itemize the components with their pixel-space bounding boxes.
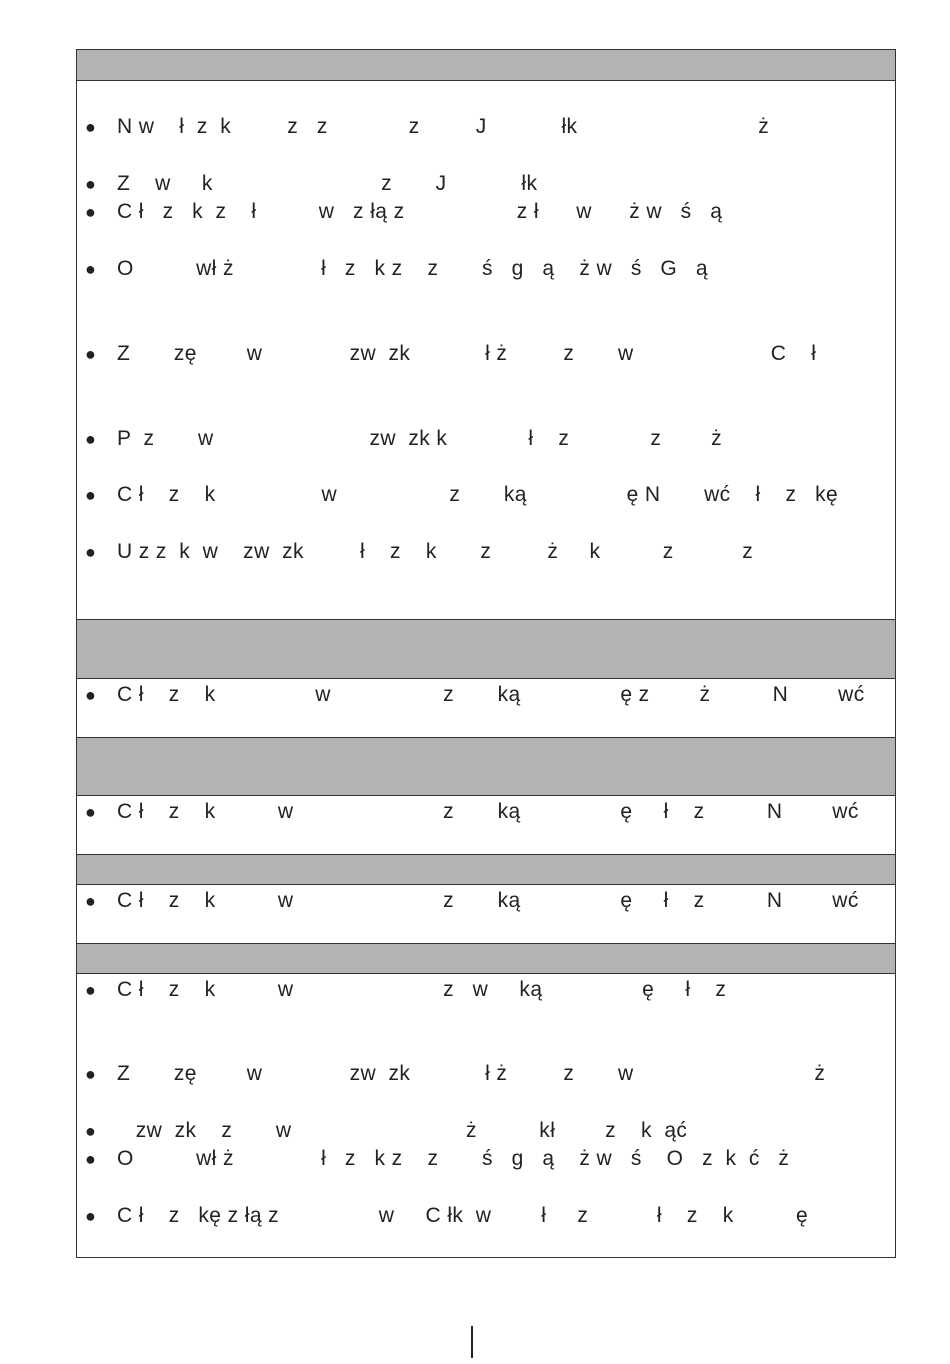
list-item: ● Z zę w zw zk ł ż z w C ł xyxy=(85,342,817,365)
list-item: ● Z zę w zw zk ł ż z w ż xyxy=(85,1062,826,1085)
list-item: ● U z z k w zw zk ł z k z ż k z z xyxy=(85,540,754,563)
bullet-icon: ● xyxy=(85,117,96,137)
section-header-4 xyxy=(77,855,895,885)
list-item: ● C ł z kę z łą z w C łk w ł z ł z k ę xyxy=(85,1204,809,1227)
bullet-icon: ● xyxy=(85,202,96,222)
section-header-2 xyxy=(77,620,895,679)
section-body-5 xyxy=(77,974,895,1258)
bullet-icon: ● xyxy=(85,980,96,1000)
list-item: ● C ł z k w z ką ę ł z N wć xyxy=(85,889,859,912)
list-item: ● C ł z k w z ką ę N wć ł z kę xyxy=(85,483,839,506)
list-item: ● C ł z k w z ką ę z ż N wć xyxy=(85,683,865,706)
list-item: ● zw zk z w ż kł z k ąć xyxy=(85,1119,688,1142)
section-body-2 xyxy=(77,679,895,738)
page-number-mark xyxy=(471,1326,473,1358)
bullet-icon: ● xyxy=(85,1149,96,1169)
bullet-icon: ● xyxy=(85,542,96,562)
bullet-icon: ● xyxy=(85,259,96,279)
bullet-icon: ● xyxy=(85,344,96,364)
list-item: ● C ł z k w z ką ę ł z N wć xyxy=(85,800,859,823)
section-body-3 xyxy=(77,796,895,855)
bullet-icon: ● xyxy=(85,174,96,194)
bullet-icon: ● xyxy=(85,1121,96,1141)
section-header-3 xyxy=(77,738,895,796)
bullet-icon: ● xyxy=(85,1064,96,1084)
bullet-icon: ● xyxy=(85,685,96,705)
section-header-5 xyxy=(77,944,895,974)
bullet-icon: ● xyxy=(85,891,96,911)
instruction-table xyxy=(76,49,896,1258)
bullet-icon: ● xyxy=(85,1206,96,1226)
list-item: ● N w ł z k z z z J łk ż xyxy=(85,115,770,138)
list-item: ● O wł ż ł z k z z ś g ą ż w ś O z k ć ż xyxy=(85,1147,790,1170)
list-item: ● C ł z k w z w ką ę ł z xyxy=(85,978,727,1001)
bullet-icon: ● xyxy=(85,485,96,505)
bullet-icon: ● xyxy=(85,429,96,449)
section-body-4 xyxy=(77,885,895,944)
section-header-1 xyxy=(77,50,895,81)
list-item: ● O wł ż ł z k z z ś g ą ż w ś G ą xyxy=(85,257,708,280)
list-item: ● P z w zw zk k ł z z ż xyxy=(85,427,723,450)
list-item: ● Z w k z J łk xyxy=(85,172,538,195)
section-body-1 xyxy=(77,81,895,620)
list-item: ● C ł z k z ł w z łą z z ł w ż w ś ą xyxy=(85,200,723,223)
bullet-icon: ● xyxy=(85,802,96,822)
